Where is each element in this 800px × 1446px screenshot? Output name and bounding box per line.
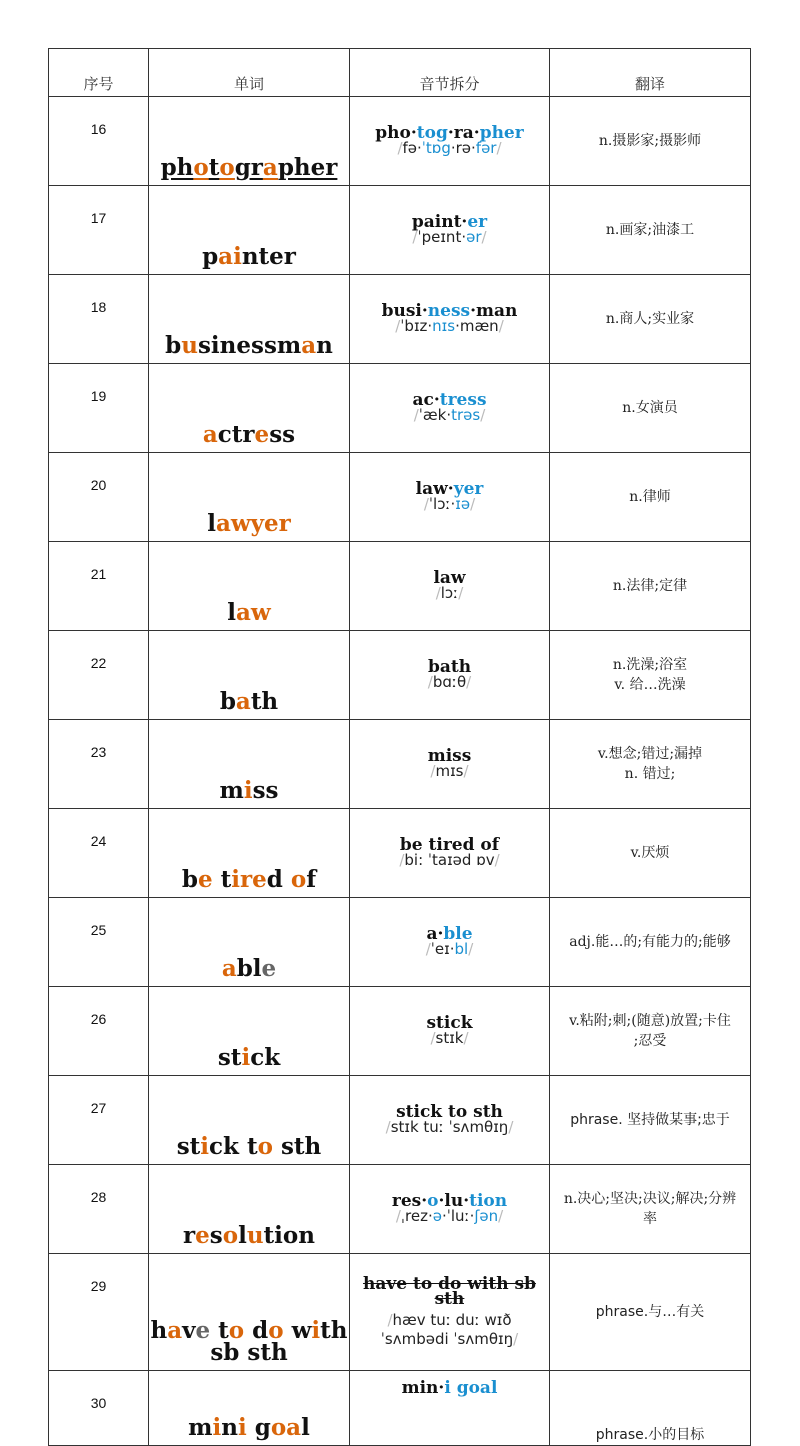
syllable-cell <box>350 186 550 275</box>
word-cell: miss <box>149 720 350 809</box>
translation-line: v.粘附;刺;(随意)放置;卡住 <box>569 1013 731 1029</box>
syllable-text: stick <box>426 1013 473 1033</box>
row-number: 18 <box>49 275 149 364</box>
table-row <box>49 453 751 542</box>
header-row <box>49 49 751 97</box>
header-word: 单词 <box>149 49 350 97</box>
row-number: 27 <box>49 1076 149 1165</box>
translation-cell: phrase.与…有关 <box>550 1254 751 1371</box>
syllable-text: paint·er <box>411 212 488 232</box>
table-row <box>49 97 751 186</box>
syllable-cell <box>350 275 550 364</box>
word-cell: painter <box>149 186 350 275</box>
word-cell: have to do with sb sth <box>149 1254 350 1371</box>
ipa-text: /stɪk tuː ˈsʌmθɪŋ/ <box>385 1118 514 1136</box>
translation-cell: n.法律;定律 <box>550 542 751 631</box>
table-row <box>49 1254 751 1371</box>
syllable-cell <box>350 542 550 631</box>
translation-cell: v.厌烦 <box>550 809 751 898</box>
ipa-text: /hæv tuː duː wɪð <box>387 1311 512 1329</box>
translation-cell: n.律师 <box>550 453 751 542</box>
syllable-text: law·yer <box>415 479 484 499</box>
ipa-text: /stɪk/ <box>430 1029 469 1047</box>
translation-line: v.想念;错过;漏掉 <box>597 746 703 762</box>
syllable-cell <box>350 809 550 898</box>
table-row <box>49 1165 751 1254</box>
translation-cell: n.商人;实业家 <box>550 275 751 364</box>
syllable-cell <box>350 97 550 186</box>
syllable-text: sth <box>434 1289 465 1309</box>
row-number: 24 <box>49 809 149 898</box>
translation-line: 率 <box>643 1211 657 1227</box>
row-number: 19 <box>49 364 149 453</box>
syllable-text: law <box>433 568 466 588</box>
word-cell: bath <box>149 631 350 720</box>
ipa-text: /ˈlɔː·ɪə/ <box>423 495 476 513</box>
translation-line: n.决心;坚决;决议;解决;分辨 <box>563 1191 737 1207</box>
vocabulary-table <box>48 48 751 1446</box>
table-row <box>49 275 751 364</box>
syllable-text: pho·tog·ra·pher <box>375 123 524 143</box>
ipa-text: /lɔː/ <box>435 584 464 602</box>
ipa-text: /ˈæk·trəs/ <box>413 406 486 424</box>
row-number: 17 <box>49 186 149 275</box>
syllable-cell <box>350 1076 550 1165</box>
ipa-text: ˈsʌmbədi ˈsʌmθɪŋ/ <box>380 1330 519 1348</box>
word-cell: mini goal <box>149 1371 350 1446</box>
syllable-cell <box>350 987 550 1076</box>
word-cell: resolution <box>149 1165 350 1254</box>
word-cell: stick to sth <box>149 1076 350 1165</box>
syllable-text: ac·tress <box>412 390 487 410</box>
word-cell: actress <box>149 364 350 453</box>
syllable-cell <box>350 720 550 809</box>
row-number: 25 <box>49 898 149 987</box>
syllable-cell <box>350 1254 550 1371</box>
ipa-text: /ˌrez·ə·ˈluː·ʃən/ <box>395 1207 504 1225</box>
syllable-cell <box>350 364 550 453</box>
row-number: 20 <box>49 453 149 542</box>
row-number: 30 <box>49 1371 149 1446</box>
syllable-text: min·i goal <box>401 1378 498 1398</box>
syllable-cell <box>350 631 550 720</box>
table-row <box>49 720 751 809</box>
syllable-text: have to do with sb <box>363 1274 536 1294</box>
translation-cell: adj.能…的;有能力的;能够 <box>550 898 751 987</box>
row-number: 29 <box>49 1254 149 1371</box>
table-row <box>49 542 751 631</box>
translation-cell <box>550 987 751 1076</box>
row-number: 23 <box>49 720 149 809</box>
row-number: 16 <box>49 97 149 186</box>
header-syllables: 音节拆分 <box>350 49 550 97</box>
table-row <box>49 898 751 987</box>
table-row <box>49 809 751 898</box>
header-translation: 翻译 <box>550 49 751 97</box>
word-text: photographer <box>160 154 338 181</box>
translation-cell: n.摄影家;摄影师 <box>550 97 751 186</box>
word-cell: stick <box>149 987 350 1076</box>
word-cell: law <box>149 542 350 631</box>
word-cell: lawyer <box>149 453 350 542</box>
ipa-text: /ˈbɪz·nɪs·mæn/ <box>395 317 504 335</box>
header-number: 序号 <box>49 49 149 97</box>
word-cell: able <box>149 898 350 987</box>
table-row <box>49 364 751 453</box>
table-row <box>49 1371 751 1446</box>
syllable-cell <box>350 1371 550 1446</box>
translation-line: v. 给…洗澡 <box>614 677 686 693</box>
table-row <box>49 186 751 275</box>
row-number: 26 <box>49 987 149 1076</box>
table-row <box>49 987 751 1076</box>
word-cell <box>149 97 350 186</box>
syllable-text: be tired of <box>399 835 500 855</box>
row-number: 21 <box>49 542 149 631</box>
ipa-text: /bi: ˈtaɪəd ɒv/ <box>399 851 500 869</box>
syllable-text: a·ble <box>426 924 473 944</box>
table-row <box>49 631 751 720</box>
ipa-text: /fə·ˈtɒg·rə·fər/ <box>397 139 502 157</box>
translation-line: ;忍受 <box>633 1033 667 1049</box>
table-row <box>49 1076 751 1165</box>
translation-line: n. 错过; <box>624 766 676 782</box>
translation-cell <box>550 631 751 720</box>
row-number: 28 <box>49 1165 149 1254</box>
translation-cell: n.女演员 <box>550 364 751 453</box>
translation-cell: phrase. 坚持做某事;忠于 <box>550 1076 751 1165</box>
word-cell: businessman <box>149 275 350 364</box>
syllable-cell <box>350 453 550 542</box>
ipa-text: /bɑːθ/ <box>427 673 472 691</box>
syllable-text: bath <box>427 657 472 677</box>
translation-cell <box>550 720 751 809</box>
translation-cell: n.画家;油漆工 <box>550 186 751 275</box>
translation-cell <box>550 1165 751 1254</box>
syllable-text: res·o·lu·tion <box>391 1191 508 1211</box>
syllable-cell <box>350 1165 550 1254</box>
row-number: 22 <box>49 631 149 720</box>
translation-line: n.洗澡;浴室 <box>612 657 688 673</box>
syllable-text: miss <box>427 746 472 766</box>
syllable-cell <box>350 898 550 987</box>
ipa-text: /ˈeɪ·bl/ <box>425 940 474 958</box>
word-cell: be tired of <box>149 809 350 898</box>
ipa-text: /mɪs/ <box>430 762 469 780</box>
translation-cell: phrase.小的目标 <box>550 1371 751 1446</box>
syllable-text: busi·ness·man <box>381 301 518 321</box>
syllable-text: stick to sth <box>396 1102 503 1122</box>
ipa-text: /ˈpeɪnt·ər/ <box>412 228 487 246</box>
